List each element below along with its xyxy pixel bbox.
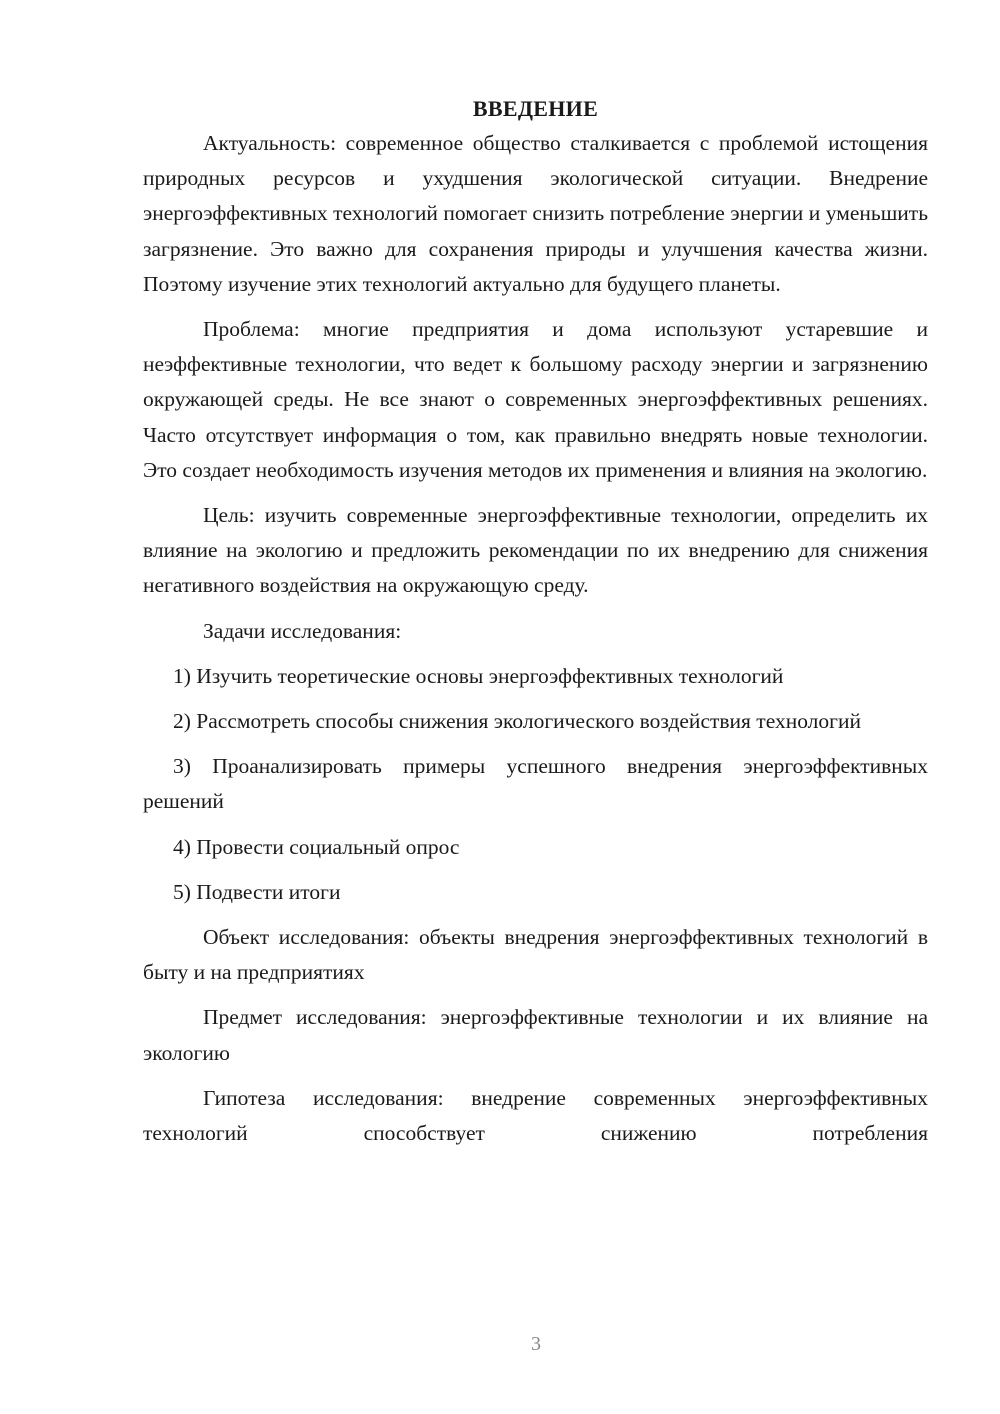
paragraph-hypothesis: Гипотеза исследования: внедрение современных энергоэффективных технологий способствует снижению потребления — [143, 1085, 928, 1146]
paragraph-object: Объект исследования: объекты внедрения энергоэффективных технологий в быту и на предприятиях — [143, 925, 928, 985]
page-number: 3 — [531, 1333, 541, 1355]
section-heading: ВВЕДЕНИЕ — [472, 96, 599, 121]
task-item-1: 1) Изучить теоретические основы энергоэффективных технологий — [173, 663, 784, 688]
tasks-title: Задачи исследования: — [203, 618, 402, 643]
task-item-5: 5) Подвести итоги — [173, 879, 341, 904]
task-item-2: 2) Рассмотреть способы снижения экологического воздействия технологий — [173, 709, 861, 734]
task-item-4: 4) Провести социальный опрос — [173, 834, 460, 859]
paragraph-relevance: Актуальность: современное общество сталкивается с проблемой истощения природных ресурсов и ухудшения экологической ситуации. Внедрение энергоэффективных технологий помогает снизить потребление энергии и уменьшить загрязнение. Это важно для сохранения природы и улучшения качества жизни. Поэтому изучение этих технологий актуально для будущего планеты. — [143, 131, 928, 296]
document-page — [143, 92, 928, 1151]
paragraph-problem: Проблема: многие предприятия и дома используют устаревшие и неэффективные технологии, что ведет к большому расходу энергии и загрязнению окружающей среды. Не все знают о современных энергоэффективных решениях. Часто отсутствует информация о том, как правильно внедрять новые технологии. Это создает необходимость изучения методов их применения и влияния на экологию. — [143, 317, 928, 482]
paragraph-goal: Цель: изучить современные энергоэффективные технологии, определить их влияние на экологию и предложить рекомендации по их внедрению для снижения негативного воздействия на окружающую среду. — [143, 503, 928, 598]
paragraph-subject: Предмет исследования: энергоэффективные технологии и их влияние на экологию — [143, 1005, 928, 1065]
task-item-3: 3) Проанализировать примеры успешного внедрения энергоэффективных решений — [143, 754, 928, 814]
